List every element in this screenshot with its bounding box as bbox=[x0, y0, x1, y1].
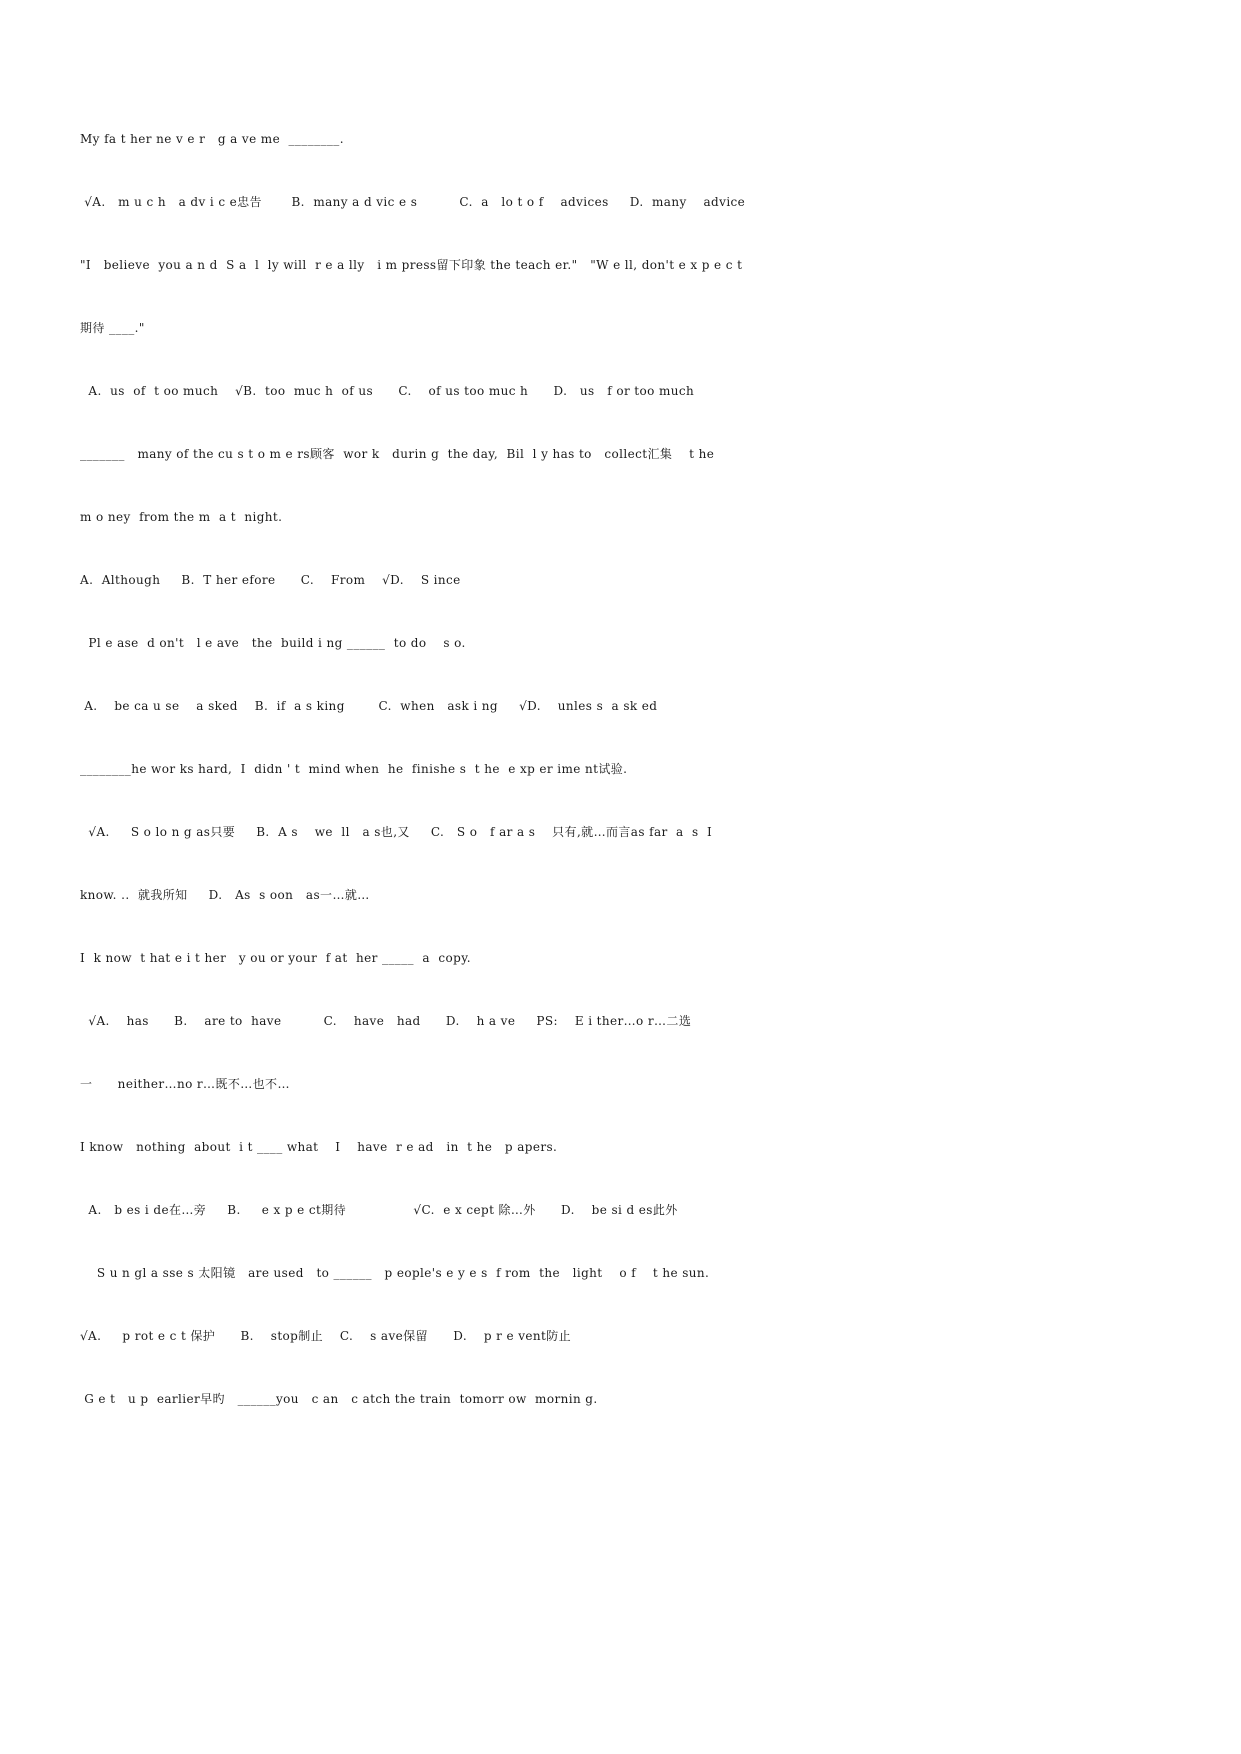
text-line-1: My fa t her ne v e r g a ve me ________. bbox=[80, 132, 344, 146]
text-line-7: m o ney from the m a t night. bbox=[80, 510, 283, 524]
text-line-15: √A. has B. are to have C. have had D. h a ve PS: E i ther…o r…二选 bbox=[80, 1014, 692, 1028]
text-line-5: A. us of t oo much √B. too muc h of us C. of us too muc h D. us f or too much bbox=[80, 384, 695, 398]
text-line-12: √A. S o lo n g as只要 B. A s we ll a s也,又 C. S o f ar a s 只有,就…而言as far a s I bbox=[80, 825, 713, 839]
text-line-4: 期待 ____." bbox=[80, 321, 145, 335]
text-line-20: √A. p rot e c t 保护 B. stop制止 C. s ave保留 D. p r e vent防止 bbox=[80, 1329, 572, 1343]
text-line-18: A. b es i de在…旁 B. e x p e ct期待 √C. e x cept 除…外 D. be si d es此外 bbox=[80, 1203, 678, 1217]
text-line-8: A. Although B. T her efore C. From √D. S ince bbox=[80, 573, 461, 587]
text-line-9: Pl e ase d on't l e ave the build i ng ______ to do s o. bbox=[80, 636, 466, 650]
text-line-19: S u n gl a sse s 太阳镜 are used to ______ p eople's e y e s f rom the light o f t he sun. bbox=[80, 1266, 710, 1280]
text-line-13: know. .. 就我所知 D. As s oon as一…就… bbox=[80, 888, 370, 902]
text-line-3: "I believe you a n d S a l ly will r e a lly i m press留下印象 the teach er." "W e ll, don't e x p e c t bbox=[80, 258, 743, 272]
text-line-6: _______ many of the cu s t o m e rs顾客 wor k durin g the day, Bil l y has to collect汇集 t he bbox=[80, 447, 715, 461]
text-line-21: G e t u p earlier早旳 ______you c an c atch the train tomorr ow mornin g. bbox=[80, 1392, 598, 1406]
text-line-14: I k now t hat e i t her y ou or your f at her _____ a copy. bbox=[80, 951, 471, 965]
text-line-2: √A. m u c h a dv i c e忠告 B. many a d vic e s C. a lo t o f advices D. many advice bbox=[80, 195, 746, 209]
text-line-10: A. be ca u se a sked B. if a s king C. when ask i ng √D. unles s a sk ed bbox=[80, 699, 658, 713]
text-line-11: ________he wor ks hard, I didn ' t mind when he finishe s t he e xp er ime nt试验. bbox=[80, 762, 628, 776]
text-line-17: I know nothing about i t ____ what I have r e ad in t he p apers. bbox=[80, 1140, 558, 1154]
text-line-16: 一 neither…no r…既不…也不… bbox=[80, 1077, 290, 1091]
